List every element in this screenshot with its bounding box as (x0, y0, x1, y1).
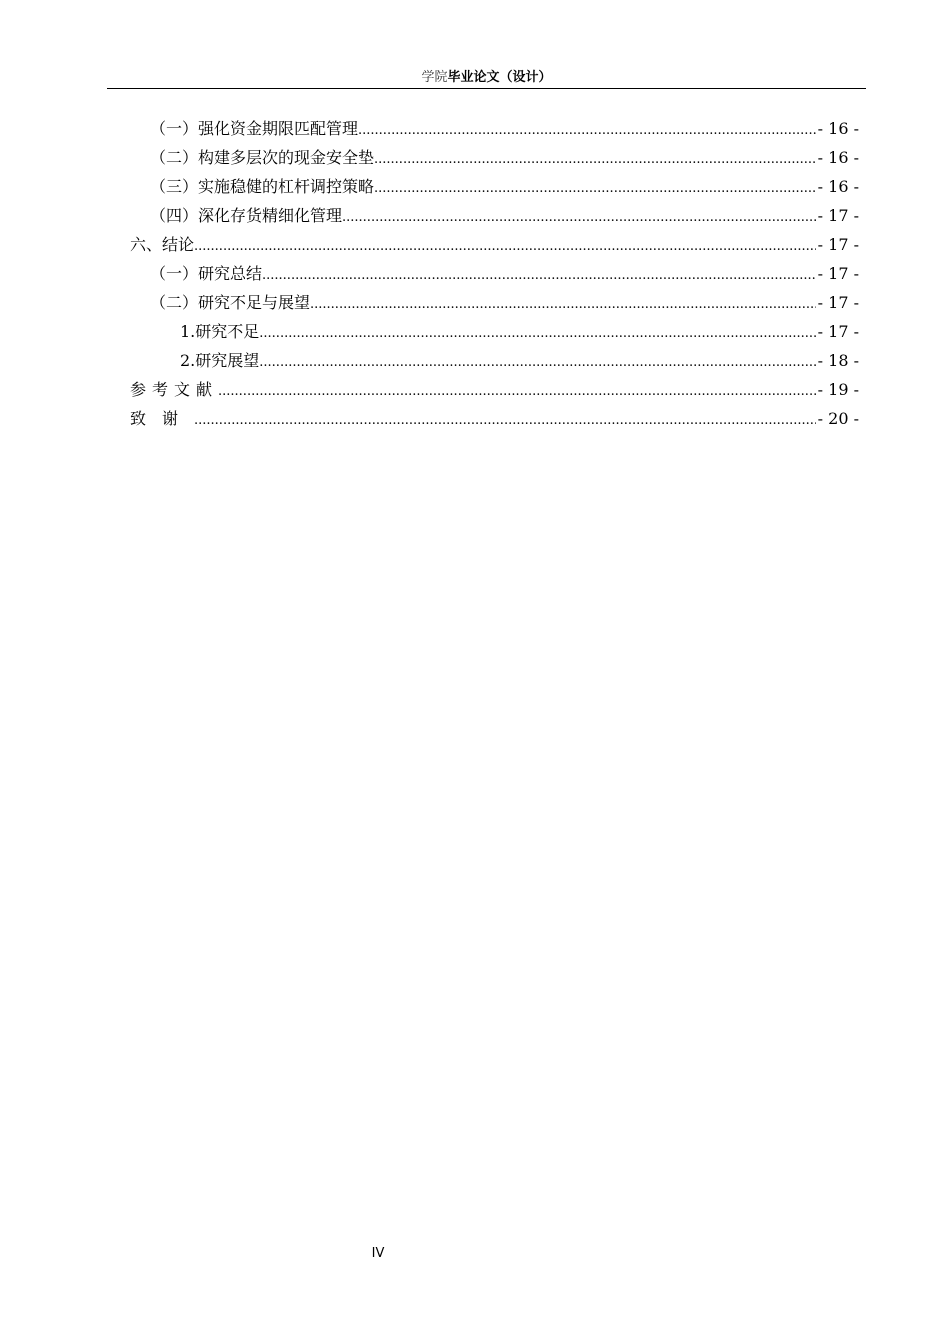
toc-dot-leader (194, 232, 816, 261)
toc-entry-page: - 17 - (817, 293, 859, 312)
toc-entry-page: - 17 - (817, 235, 859, 254)
toc-entry-page: - 19 - (817, 380, 859, 399)
page-number: IV (371, 1246, 385, 1261)
toc-entry-page: - 17 - (817, 322, 859, 341)
toc-dot-leader (218, 377, 816, 406)
toc-entry[interactable] (130, 375, 859, 404)
toc-entry-title: 六、结论 (130, 235, 195, 254)
toc-entry-title: 参考文献 (130, 380, 219, 399)
toc-entry-page: - 16 - (817, 119, 859, 138)
toc-entry-title: （一）研究总结 (150, 264, 263, 283)
toc-entry[interactable] (130, 143, 859, 172)
toc-dot-leader (259, 348, 815, 377)
header-school: 学院 (421, 70, 448, 85)
running-header (107, 68, 866, 88)
toc-dot-leader (358, 116, 816, 145)
toc-entry-title: （一）强化资金期限匹配管理 (150, 119, 359, 138)
toc-dot-leader (342, 203, 816, 232)
toc-entry-title: （二）研究不足与展望 (150, 293, 311, 312)
toc-entry-title: （二）构建多层次的现金安全垫 (150, 148, 375, 167)
toc-entry-page: - 20 - (817, 409, 859, 428)
toc-dot-leader (262, 261, 816, 290)
table-of-contents (130, 114, 859, 433)
toc-entry[interactable] (130, 230, 859, 259)
toc-entry-page: - 16 - (817, 177, 859, 196)
toc-dot-leader (194, 406, 816, 435)
toc-entry-page: - 17 - (817, 264, 859, 283)
header-rule (107, 88, 866, 89)
toc-entry[interactable] (130, 114, 859, 143)
toc-entry-page: - 16 - (817, 148, 859, 167)
toc-entry[interactable] (130, 346, 859, 375)
header-title: 毕业论文（设计） (447, 70, 552, 85)
toc-entry-title: 致谢 (130, 409, 195, 428)
toc-entry-title: 1.研究不足 (180, 322, 260, 341)
toc-entry[interactable] (130, 259, 859, 288)
toc-entry-page: - 18 - (817, 351, 859, 370)
toc-entry[interactable] (130, 201, 859, 230)
toc-dot-leader (310, 290, 816, 319)
toc-entry[interactable] (130, 172, 859, 201)
toc-entry-page: - 17 - (817, 206, 859, 225)
toc-dot-leader (374, 174, 816, 203)
toc-entry-title: （四）深化存货精细化管理 (150, 206, 343, 225)
toc-entry-title: 2.研究展望 (180, 351, 260, 370)
toc-entry[interactable] (130, 317, 859, 346)
toc-dot-leader (374, 145, 816, 174)
toc-dot-leader (259, 319, 815, 348)
toc-entry[interactable] (130, 404, 859, 433)
toc-entry[interactable] (130, 288, 859, 317)
toc-entry-title: （三）实施稳健的杠杆调控策略 (150, 177, 375, 196)
